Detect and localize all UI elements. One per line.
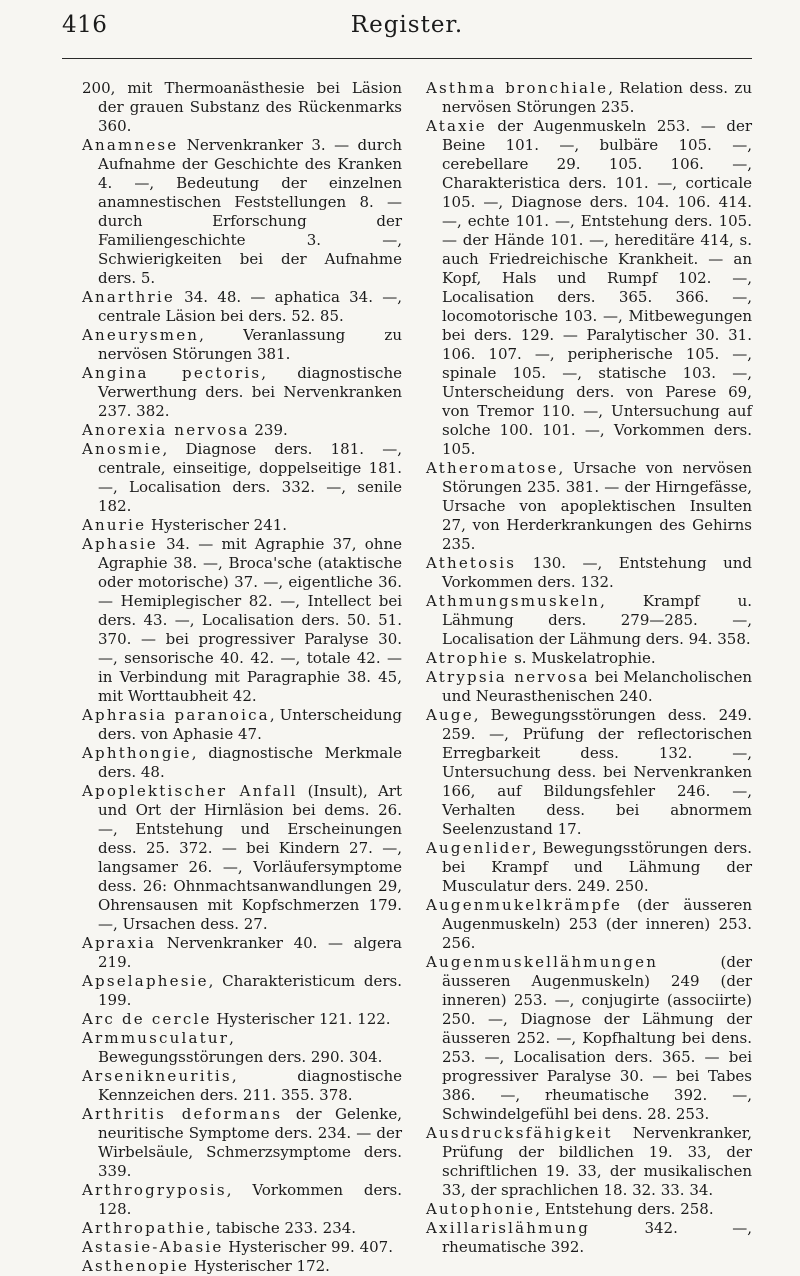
index-headword: Aphrasia paranoica xyxy=(82,706,270,724)
index-headword: Athmungsmuskeln xyxy=(426,592,601,610)
index-entry xyxy=(82,1257,402,1276)
index-entry xyxy=(82,1238,402,1257)
index-entry xyxy=(426,953,752,1124)
index-entry xyxy=(82,1067,402,1105)
index-headword: Ausdrucksfähigkeit xyxy=(426,1124,613,1142)
index-references: (der äusseren Augenmuskeln) 249 (der inneren) 253. —, conjugirte (associirte) 250. —, Diagnose der Lähmung der äusseren 252. —, Kopfhaltung bei dens. 253. —, Localisation ders. 365. — bei progressiver Paralyse 30. — bei Tabes 386. —, rheumatische 392. —, Schwindelgefühl bei dens. 28. 253. xyxy=(442,953,752,1123)
index-references: Hysterischer 121. 122. xyxy=(211,1010,391,1028)
index-references: der Gelenke, neuritische Symptome ders. 234. — der Wirbelsäule, Schmerzsymptome ders. 339. xyxy=(98,1105,402,1180)
index-headword: Athetosis xyxy=(426,554,517,572)
index-entry xyxy=(426,592,752,649)
index-entry xyxy=(82,1010,402,1029)
index-references: , Bewegungsstörungen ders. bei Krampf und Lähmung der Musculatur ders. 249. 250. xyxy=(442,839,752,895)
index-headword: Astasie-Abasie xyxy=(82,1238,224,1256)
index-headword: Autophonie xyxy=(426,1200,536,1218)
index-headword: Angina pectoris xyxy=(82,364,262,382)
index-headword: Aphasie xyxy=(82,535,158,553)
index-entry xyxy=(426,1200,752,1219)
index-headword: Anarthrie xyxy=(82,288,175,306)
page-header xyxy=(62,0,752,59)
index-references: , Charakteristicum ders. 199. xyxy=(98,972,402,1009)
index-references: , diagnostische Kennzeichen ders. 211. 355. 378. xyxy=(98,1067,402,1104)
index-headword: Arsenikneuritis xyxy=(82,1067,232,1085)
index-references: , tabische 233. 234. xyxy=(206,1219,357,1237)
index-references: , Vorkommen ders. 128. xyxy=(98,1181,402,1218)
index-headword: Atrypsia nervosa xyxy=(426,668,590,686)
index-headword: Arc de cercle xyxy=(82,1010,212,1028)
index-entry xyxy=(82,1219,402,1238)
index-headword: Auge xyxy=(426,706,474,724)
index-headword: Atheromatose xyxy=(426,459,559,477)
index-entry xyxy=(426,1124,752,1200)
index-entry xyxy=(82,782,402,934)
index-entry xyxy=(82,1181,402,1219)
index-entry xyxy=(426,668,752,706)
running-head: Register. xyxy=(350,12,464,38)
index-references: , Veranlassung zu nervösen Störungen 381. xyxy=(98,326,402,363)
index-entry xyxy=(426,117,752,459)
index-headword: Apraxia xyxy=(82,934,157,952)
index-entry xyxy=(82,1029,402,1067)
index-entry xyxy=(426,896,752,953)
index-entry xyxy=(426,459,752,554)
index-entry xyxy=(426,554,752,592)
index-entry xyxy=(82,516,402,535)
index-references: , Krampf u. Lähmung ders. 279—285. —, Localisation der Lähmung ders. 94. 358. xyxy=(442,592,752,648)
index-references: , Entstehung ders. 258. xyxy=(535,1200,714,1218)
index-entry xyxy=(426,706,752,839)
index-entry xyxy=(82,79,402,136)
index-references: 239. xyxy=(249,421,288,439)
index-entry xyxy=(82,288,402,326)
index-headword: Arthropathie xyxy=(82,1219,207,1237)
index-headword: Axillarislähmung xyxy=(426,1219,591,1237)
index-entry xyxy=(82,326,402,364)
index-references: 130. —, Entstehung und Vorkommen ders. 132. xyxy=(442,554,752,591)
index-entry xyxy=(82,535,402,706)
index-references: Nervenkranker 3. — durch Aufnahme der Geschichte des Kranken 4. —, Bedeutung der einzelnen anamnestischen Feststellungen 8. — durch Erforschung der Familiengeschichte 3. —, Schwierigkeiten bei der Aufnahme ders. 5. xyxy=(98,136,402,287)
index-references: , Ursache von nervösen Störungen 235. 381. — der Hirngefässe, Ursache von apoplektischen Insulten 27, von Herderkrankungen des Gehirns 235. xyxy=(442,459,752,553)
index-references: Hysterischer 172. xyxy=(189,1257,330,1275)
index-references: Hysterischer 99. 407. xyxy=(223,1238,393,1256)
index-references: Hysterischer 241. xyxy=(146,516,288,534)
index-headword: Ataxie xyxy=(426,117,487,135)
index-references: Nervenkranker, Prüfung der bildlichen 19. 33, der schriftlichen 19. 33, der musikalischen 33, der sprachlichen 18. 32. 33. 34. xyxy=(442,1124,752,1199)
index-entry xyxy=(82,421,402,440)
index-entry xyxy=(82,364,402,421)
index-entry xyxy=(426,649,752,668)
index-references: , diagnostische Merkmale ders. 48. xyxy=(98,744,402,781)
index-headword: Anurie xyxy=(82,516,147,534)
index-references: 34. — mit Agraphie 37, ohne Agraphie 38. —, Broca'sche (ataktische oder motorische) 37. —, eigentliche 36. — Hemiplegischer 82. —, Intellect bei ders. 43. —, Localisation ders. 50. 51. 370. — bei progressiver Paralyse 30. —, sensorische 40. 42. —, totale 42. — in Verbindung mit Paragraphie 38. 45, mit Worttaubheit 42. xyxy=(98,535,402,705)
index-headword: Asthenopie xyxy=(82,1257,190,1275)
index-headword: Armmusculatur xyxy=(82,1029,230,1047)
index-references: 342. —, rheumatische 392. xyxy=(442,1219,752,1256)
index-headword: Anamnese xyxy=(82,136,179,154)
index-references: , Bewegungsstörungen ders. 290. 304. xyxy=(98,1029,383,1066)
index-entry xyxy=(82,934,402,972)
index-references: 200, mit Thermoanästhesie bei Läsion der grauen Substanz des Rückenmarks 360. xyxy=(82,79,402,135)
index-headword: Atrophie xyxy=(426,649,510,667)
index-references: , diagnostische Verwerthung ders. bei Nervenkranken 237. 382. xyxy=(98,364,402,420)
index-references: , Relation dess. zu nervösen Störungen 235. xyxy=(442,79,752,116)
index-references: s. Muskelatrophie. xyxy=(509,649,656,667)
index-entry xyxy=(82,972,402,1010)
index-entry xyxy=(82,440,402,516)
index-headword: Augenmukelkrämpfe xyxy=(426,896,623,914)
index-references: Nervenkranker 40. — algera 219. xyxy=(98,934,402,971)
index-references: 34. 48. — aphatica 34. —, centrale Läsion bei ders. 52. 85. xyxy=(98,288,402,325)
index-headword: Augenlider xyxy=(426,839,532,857)
index-headword: Anosmie xyxy=(82,440,163,458)
page-number: 416 xyxy=(62,12,108,38)
index-headword: Anorexia nervosa xyxy=(82,421,250,439)
index-columns xyxy=(82,79,752,1275)
index-headword: Aneurysmen xyxy=(82,326,200,344)
index-entry xyxy=(426,79,752,117)
index-references: , Diagnose ders. 181. —, centrale, einseitige, doppelseitige 181. —, Localisation ders. 332. —, senile 182. xyxy=(98,440,402,515)
index-entry xyxy=(426,1219,752,1257)
index-entry xyxy=(82,744,402,782)
index-references: der Augenmuskeln 253. — der Beine 101. —, bulbäre 105. —, cerebellare 29. 105. 106. —, Charakteristica ders. 101. —, corticale 105. —, Diagnose ders. 104. 106. 414. —, echte 101. —, Entstehung ders. 105. — der Hände 101. —, hereditäre 414, s. auch Friedreichische Krankheit. — an Kopf, Hals und Rumpf 102. —, Localisation ders. 365. 366. —, locomotorische 103. —, Mitbewegungen bei ders. 129. — Paralytischer 30. 31. 106. 107. —, peripherische 105. —, spinale 105. —, statische 103. —, Unterscheidung ders. von Parese 69, von Tremor 110. —, Untersuchung auf solche 100. 101. —, Vorkommen ders. 105. xyxy=(442,117,752,458)
right-column xyxy=(426,79,752,1257)
index-entry xyxy=(82,1105,402,1181)
index-references: , Bewegungsstörungen dess. 249. 259. —, Prüfung der reflectorischen Erregbarkeit dess. 132. —, Untersuchung dess. bei Nervenkranken 166, auf Bildungsfehler 246. —, Verhalten dess. bei abnormem Seelenzustand 17. xyxy=(442,706,752,838)
index-references: (der äusseren Augenmuskeln) 253 (der inneren) 253. 256. xyxy=(442,896,752,952)
index-headword: Apoplektischer Anfall xyxy=(82,782,298,800)
left-column xyxy=(82,79,402,1276)
index-headword: Augenmuskellähmungen xyxy=(426,953,659,971)
index-entry xyxy=(82,706,402,744)
index-headword: Apselaphesie xyxy=(82,972,209,990)
index-headword: Aphthongie xyxy=(82,744,192,762)
index-references: , Unterscheidung ders. von Aphasie 47. xyxy=(98,706,402,743)
index-entry xyxy=(82,136,402,288)
index-entry xyxy=(426,839,752,896)
index-references: (Insult), Art und Ort der Hirnläsion bei dems. 26. —, Entstehung und Erscheinungen dess. 25. 372. — bei Kindern 27. —, langsamer 26. —, Vorläufersymptome dess. 26: Ohnmachtsanwandlungen 29, Ohrensausen mit Kopfschmerzen 179. —, Ursachen dess. 27. xyxy=(98,782,402,933)
index-references: bei Melancholischen und Neurasthenischen 240. xyxy=(442,668,752,705)
index-headword: Arthritis deformans xyxy=(82,1105,283,1123)
index-headword: Arthrogryposis xyxy=(82,1181,227,1199)
index-headword: Asthma bronchiale xyxy=(426,79,609,97)
